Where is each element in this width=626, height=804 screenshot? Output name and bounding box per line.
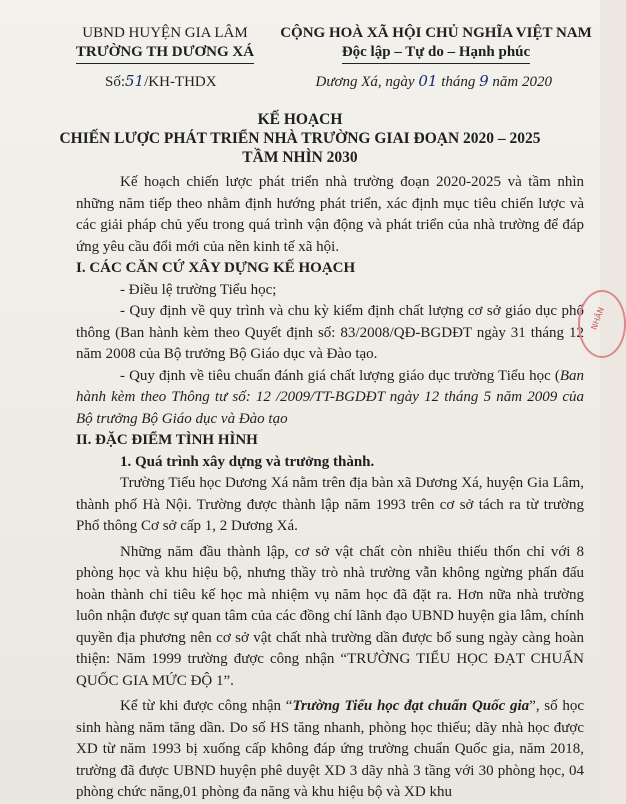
history-paragraph-2: Những năm đầu thành lập, cơ sở vật chất còn nhiều thiếu thốn chỉ với 8 phòng học và khu hiệu bộ, nhưng thầy trò nhà trường vẫn không ngừng phấn đấu hoàn thành chỉ tiêu kế học mà nhiệm vụ năm học đã đặt ra. Hơn nữa nhà trường luôn nhận được sự quan tâm của các đồng chí lãnh đạo UBND huyện gia lâm, chính quyền địa phương nên cơ sở vật chất nhà trường dần được bổ sung ngày càng hoàn thiện: Năm 1999 trường được công nhận “TRƯỜNG TIỂU HỌC ĐẠT CHUẨN QUỐC GIA MỨC ĐỘ 1”. <box>76 543 584 689</box>
document-body <box>76 172 584 804</box>
district-name: UBND HUYỆN GIA LÂM <box>82 25 248 41</box>
title-line-1: KẾ HOẠCH <box>257 111 343 128</box>
header-left <box>60 24 270 92</box>
basis-item-1: - Điều lệ trường Tiểu học; <box>120 281 277 298</box>
national-motto: Độc lập – Tự do – Hạnh phúc <box>342 43 530 64</box>
basis-item-2: - Quy định về quy trình và chu kỳ kiểm định chất lượng cơ sở giáo dục phổ thông (Ban hành kèm theo Quyết định số: 83/2008/QĐ-BGDĐT ngày 31 tháng 12 năm 2008 của Bộ trưởng Bộ Giáo dục và Đào tạo. <box>76 303 584 362</box>
subsection-heading-1: 1. Quá trình xây dựng và trưởng thành. <box>120 453 375 470</box>
stamp-text: NHÂN <box>589 305 606 332</box>
title-line-2: CHIẾN LƯỢC PHÁT TRIỂN NHÀ TRƯỜNG GIAI ĐOẠN 2020 – 2025 <box>59 130 541 147</box>
ref-number-handwritten: 51 <box>125 72 145 90</box>
header-right <box>280 24 592 92</box>
title-line-3: TẦM NHÌN 2030 <box>242 149 358 166</box>
date-month-handwritten: 9 <box>479 72 489 90</box>
section-heading-1: I. CÁC CĂN CỨ XÂY DỰNG KẾ HOẠCH <box>76 260 356 276</box>
basis-item-3: - Quy định về tiêu chuẩn đánh giá chất lượng giáo dục trường Tiểu học (Ban hành kèm theo Thông tư số: 12 /2009/TT-BGDĐT ngày 12 tháng 5 năm 2009 của Bộ trưởng Bộ Giáo dục và Đào tạo <box>76 367 584 427</box>
history-paragraph-1: Trường Tiểu học Dương Xá nằm trên địa bàn xã Dương Xá, huyện Gia Lâm, thành phố Hà Nội. Trường được thành lập năm 1993 trên cơ sở tách ra từ trường Phổ thông Cơ sở cấp 1, 2 Dương Xá. <box>76 475 584 534</box>
red-stamp <box>578 290 626 358</box>
school-name: TRƯỜNG TH DƯƠNG XÁ <box>76 43 254 64</box>
section-heading-2: II. ĐẶC ĐIỂM TÌNH HÌNH <box>76 432 258 448</box>
document-date: Dương Xá, ngày 01 tháng 9 năm 2020 <box>315 72 552 90</box>
date-day-handwritten: 01 <box>418 72 438 90</box>
document-title <box>0 110 600 167</box>
reference-number: Số:51/KH-THDX <box>105 72 217 90</box>
history-paragraph-3: Kể từ khi được công nhận “Trường Tiểu học đạt chuẩn Quốc gia”, số học sinh hàng năm tăng dần. Do số HS tăng nhanh, phòng học thiếu; dãy nhà học được XD từ năm 1993 bị xuống cấp không đáp ứng trường chuẩn Quốc gia, năm 2018, trường đã được UBND huyện phê duyệt XD 3 dãy nhà 3 tầng với 30 phòng học, 04 phòng chức năng,01 phòng đa năng và khu hiệu bộ và XD khu <box>76 698 585 800</box>
republic-name: CỘNG HOÀ XÃ HỘI CHỦ NGHĨA VIỆT NAM <box>280 25 592 41</box>
intro-paragraph: Kế hoạch chiến lược phát triển nhà trường đoạn 2020-2025 và tầm nhìn những năm tiếp theo nhằm định hướng phát triển, xác định mục tiêu chiến lược và các giải pháp chủ yếu trong quá trình vận động và phát triển của nhà trường để đáp ứng yêu cầu đổi mới của nền kinh tế xã hội. <box>76 174 584 255</box>
